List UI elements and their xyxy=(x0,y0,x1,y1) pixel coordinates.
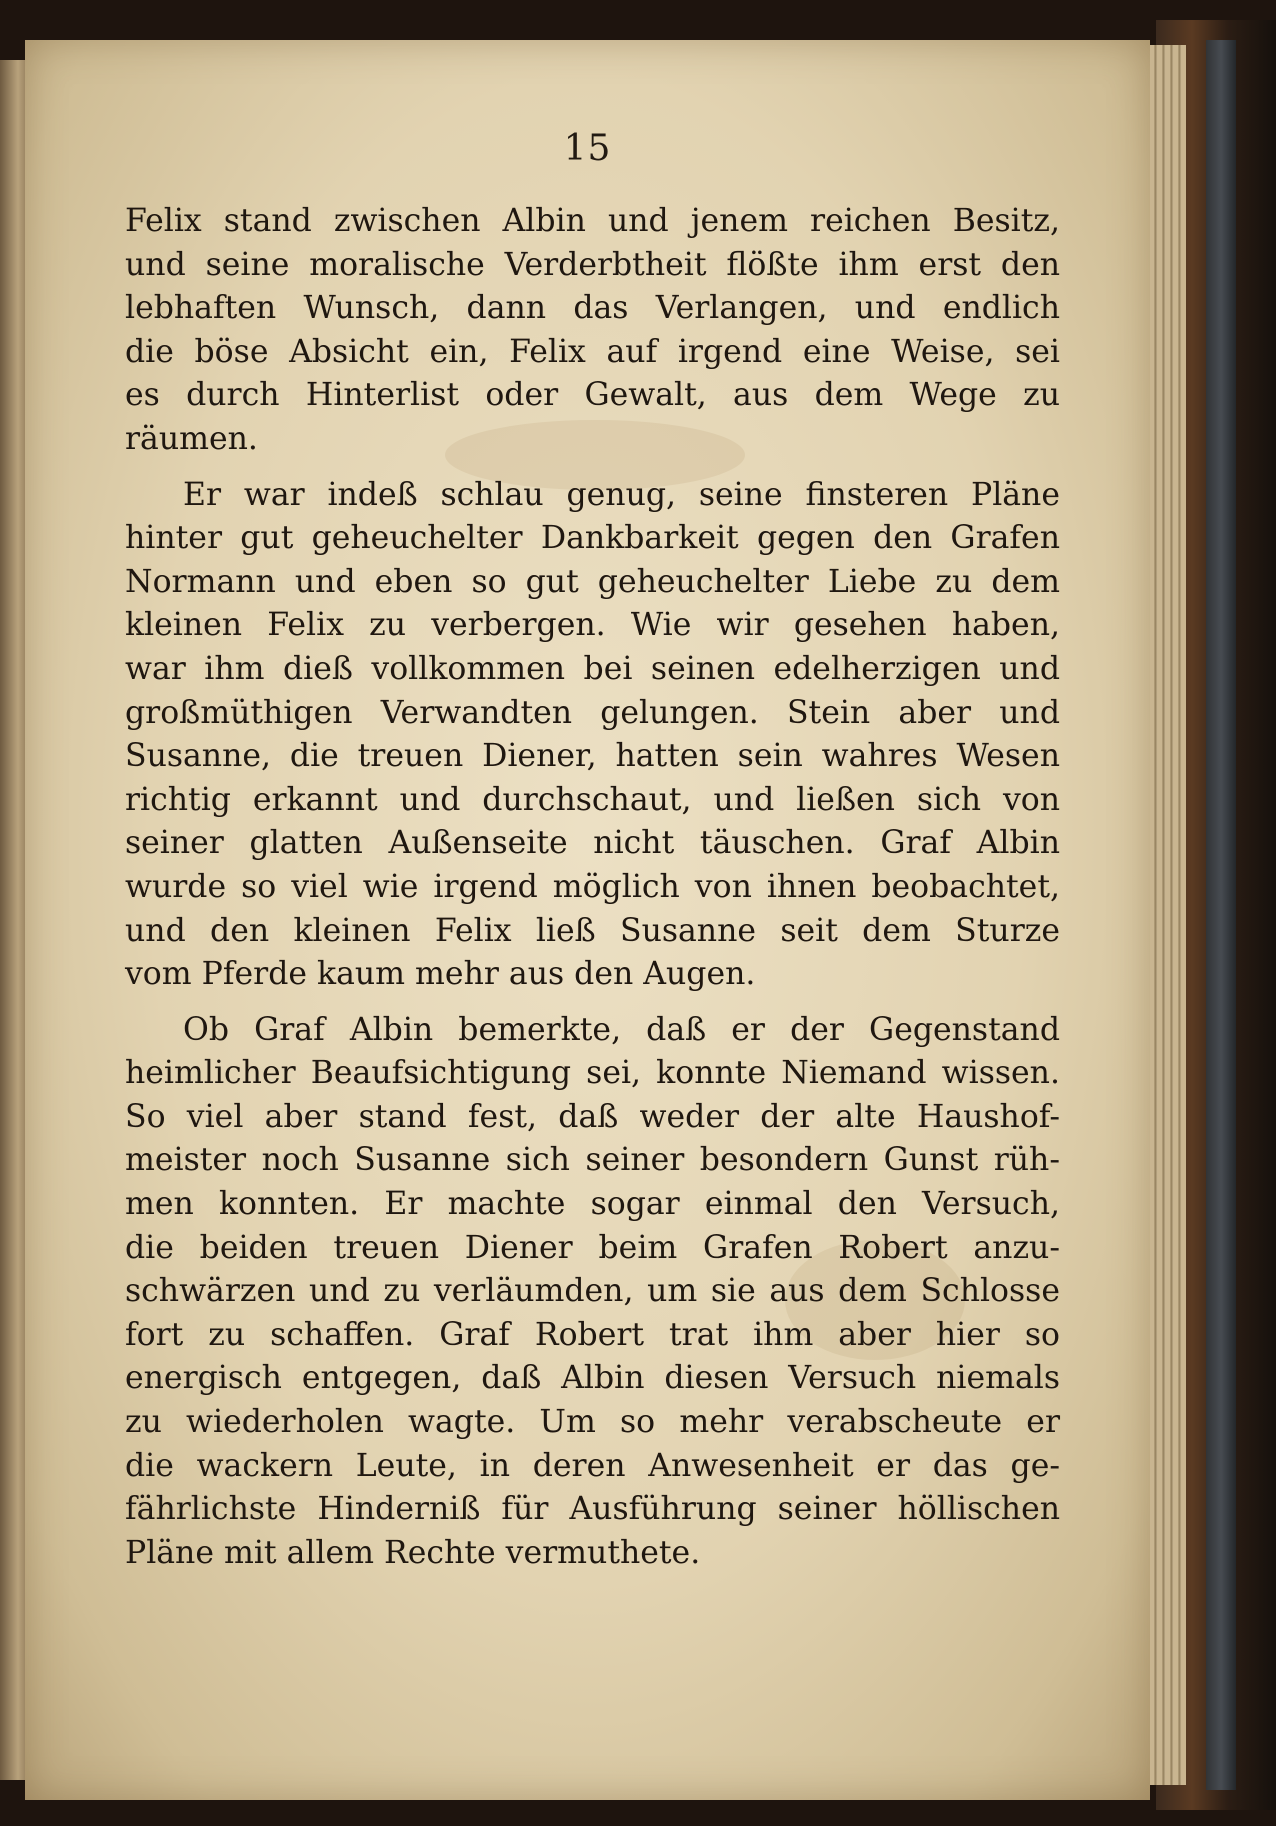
paragraph xyxy=(125,474,1060,997)
text-line: räumen. xyxy=(125,420,258,457)
page-number: 15 xyxy=(563,128,612,169)
book-spine-strip xyxy=(1206,40,1236,1790)
text-line: Ob Graf Albin bemerkte, daß er der Gegenstand xyxy=(183,1011,1060,1048)
text-line: es durch Hinterlist oder Gewalt, aus dem Wege zu xyxy=(125,377,1060,414)
text-line: richtig erkannt und durchschaut, und ließen sich von xyxy=(125,781,1060,818)
text-line: war ihm dieß vollkommen bei seinen edelherzigen und xyxy=(125,650,1060,687)
text-line: heimlicher Beaufsichtigung sei, konnte Niemand wissen. xyxy=(125,1055,1060,1092)
text-line: So viel aber stand fest, daß weder der alte Haushof- xyxy=(125,1098,1060,1135)
text-line: men konnten. Er machte sogar einmal den Versuch, xyxy=(125,1186,1060,1223)
text-line: kleinen Felix zu verbergen. Wie wir gesehen haben, xyxy=(125,607,1060,644)
text-line: schwärzen und zu verläumden, um sie aus dem Schlosse xyxy=(125,1273,1060,1310)
text-line: hinter gut geheuchelter Dankbarkeit gegen den Grafen xyxy=(125,520,1060,557)
paragraph xyxy=(125,200,1060,462)
text-line: Normann und eben so gut geheuchelter Liebe zu dem xyxy=(125,563,1060,600)
text-line: zu wiederholen wagte. Um so mehr verabscheute er xyxy=(125,1404,1060,1441)
text-line: vom Pferde kaum mehr aus den Augen. xyxy=(125,956,756,993)
text-line: seiner glatten Außenseite nicht täuschen. Graf Albin xyxy=(125,825,1060,862)
paragraph xyxy=(125,1009,1060,1576)
text-line: fort zu schaffen. Graf Robert trat ihm aber hier so xyxy=(125,1316,1060,1353)
text-line: Er war indeß schlau genug, seine finsteren Pläne xyxy=(183,476,1060,513)
text-line: und seine moralische Verderbtheit flößte ihm erst den xyxy=(125,246,1060,283)
book-page xyxy=(25,40,1150,1800)
text-line: die böse Absicht ein, Felix auf irgend eine Weise, sei xyxy=(125,333,1060,370)
text-line: die wackern Leute, in deren Anwesenheit er das ge- xyxy=(125,1447,1060,1484)
text-line: Susanne, die treuen Diener, hatten sein wahres Wesen xyxy=(125,738,1060,775)
text-line: meister noch Susanne sich seiner besondern Gunst rüh- xyxy=(125,1142,1060,1179)
text-line: lebhaften Wunsch, dann das Verlangen, und endlich xyxy=(125,290,1060,327)
text-line: wurde so viel wie irgend möglich von ihnen beobachtet, xyxy=(125,868,1060,905)
text-line: energisch entgegen, daß Albin diesen Versuch niemals xyxy=(125,1360,1060,1397)
text-line: Pläne mit allem Rechte vermuthete. xyxy=(125,1534,701,1571)
text-line: großmüthigen Verwandten gelungen. Stein aber und xyxy=(125,694,1060,731)
text-line: die beiden treuen Diener beim Grafen Robert anzu- xyxy=(125,1229,1060,1266)
text-line: fährlichste Hinderniß für Ausführung seiner höllischen xyxy=(125,1491,1060,1528)
text-line: und den kleinen Felix ließ Susanne seit dem Sturze xyxy=(125,912,1060,949)
body-text xyxy=(125,200,1060,1575)
text-line: Felix stand zwischen Albin und jenem reichen Besitz, xyxy=(125,203,1060,239)
